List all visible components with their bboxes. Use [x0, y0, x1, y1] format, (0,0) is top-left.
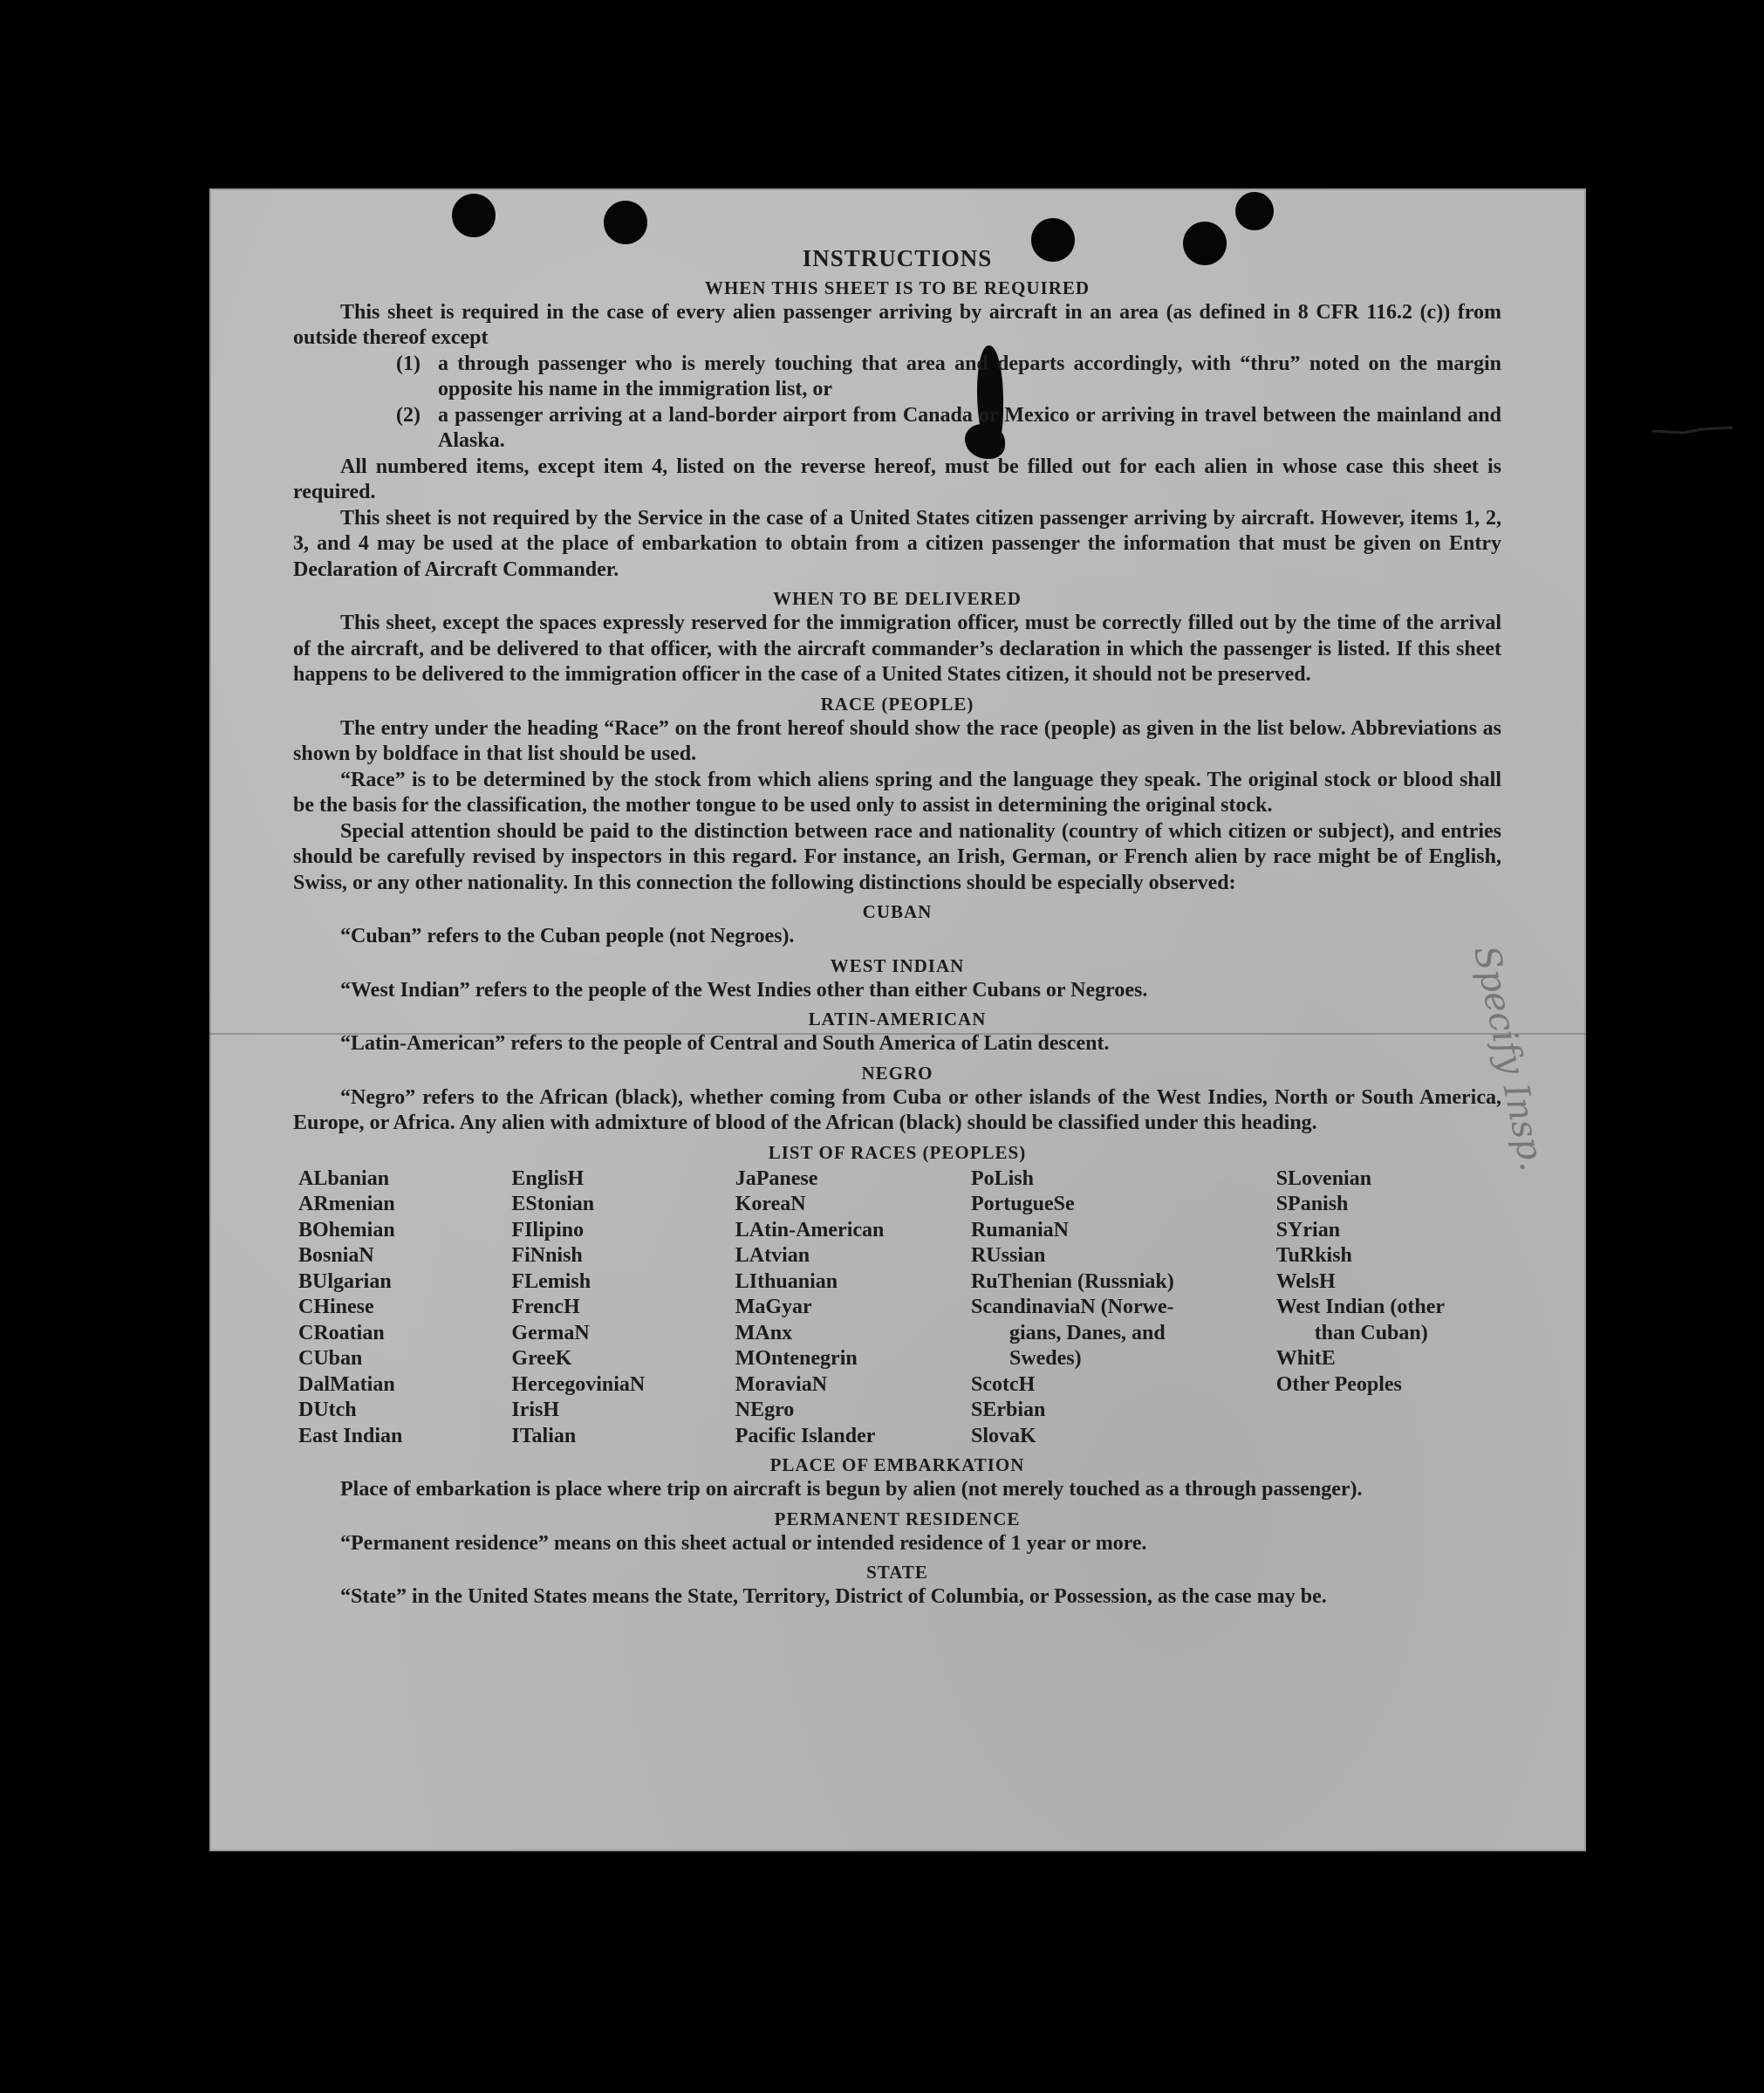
- race-entry: GermaN: [511, 1321, 590, 1344]
- race-entry: Other Peoples: [1275, 1372, 1402, 1396]
- race-entry: CHinese: [298, 1296, 374, 1318]
- punch-hole: [1235, 192, 1274, 230]
- heading-west-indian: WEST INDIAN: [830, 954, 965, 976]
- race-entry: MOntenegrin: [735, 1347, 858, 1370]
- race-entry: ARmenian: [298, 1193, 395, 1215]
- race-entry: LAtvian: [735, 1244, 810, 1267]
- race-entry: GreeK: [511, 1347, 572, 1370]
- race-list: [298, 1166, 1501, 1450]
- race-entry: MAnx: [735, 1321, 793, 1344]
- race-entry: MoraviaN: [735, 1372, 828, 1396]
- race-entry: ALbanian: [298, 1166, 390, 1190]
- heading-embarkation: PLACE OF EMBARKATION: [769, 1454, 1025, 1475]
- race-entry: KoreaN: [735, 1193, 806, 1215]
- exception-item-number: (2): [396, 403, 420, 427]
- race-entry: ScandinaviaN (Norwe-: [970, 1296, 1174, 1318]
- race-entry: SErbian: [970, 1399, 1046, 1421]
- race-para1: The entry under the heading “Race” on the front hereof should show the race (people) as given in the list below. Abbreviations as shown by boldface in that list should be used.: [293, 716, 1501, 765]
- heading-latin-american: LATIN-AMERICAN: [808, 1009, 987, 1029]
- race-entry: LIthuanian: [735, 1269, 838, 1293]
- race-entry: East Indian: [298, 1424, 403, 1447]
- race-entry: CUban: [298, 1347, 363, 1370]
- race-entry: DUtch: [298, 1399, 357, 1421]
- race-entry: JaPanese: [735, 1166, 818, 1190]
- race-entry: Pacific Islander: [735, 1424, 876, 1447]
- race-entry: PoLish: [970, 1166, 1034, 1190]
- race-entry: than Cuban): [1314, 1321, 1428, 1344]
- punch-hole: [452, 194, 496, 237]
- corner-mark: [1649, 424, 1736, 436]
- race-entry: BUlgarian: [298, 1269, 392, 1293]
- race-entry: RUssian: [970, 1244, 1046, 1267]
- race-column: [1276, 1166, 1501, 1450]
- when-required-para2: All numbered items, except item 4, listed on the reverse hereof, must be filled out for each alien in whose case this sheet is required.: [293, 455, 1501, 503]
- race-entry: West Indian (other: [1275, 1296, 1446, 1318]
- race-entry: SLovenian: [1275, 1166, 1372, 1190]
- race-entry: PortugueSe: [970, 1193, 1075, 1215]
- race-entry: FrencH: [511, 1296, 580, 1318]
- race-para3: Special attention should be paid to the distinction between race and nationality (country of which citizen or subject), and entries should be carefully revised by inspectors in this regard. For instance, an Irish, German, or French alien by race might be of English, Swiss, or any other nationality. In this connection the following distinctions should be especially observed:: [293, 819, 1501, 894]
- latin-american-text: “Latin-American” refers to the people of Central and South America of Latin descent.: [340, 1032, 1110, 1055]
- west-indian-text: “West Indian” refers to the people of the West Indies other than either Cubans or Negroes.: [340, 978, 1148, 1002]
- heading-when-required: WHEN THIS SHEET IS TO BE REQUIRED: [704, 277, 1091, 298]
- race-entry: NEgro: [735, 1399, 795, 1421]
- when-delivered-text: This sheet, except the spaces expressly reserved for the immigration officer, must be correctly filled out by the time of the arrival of the aircraft, and be delivered to that officer, with the aircraft commander’s declaration in which the passenger is listed. If this sheet happens to be delivered to the immigration officer in the case of a United States citizen, it should not be preserved.: [293, 612, 1501, 686]
- race-entry: LAtin-American: [735, 1218, 885, 1241]
- race-entry: EStonian: [511, 1193, 595, 1215]
- instructions-content: [293, 241, 1501, 1611]
- race-entry: TuRkish: [1275, 1244, 1352, 1267]
- race-entry: gians, Danes, and: [1008, 1321, 1166, 1344]
- document-title: INSTRUCTIONS: [802, 245, 993, 271]
- race-entry: SPanish: [1275, 1193, 1349, 1215]
- race-entry: CRoatian: [298, 1321, 385, 1344]
- race-entry: IrisH: [511, 1399, 560, 1421]
- race-entry: WelsH: [1275, 1269, 1336, 1293]
- embarkation-text: Place of embarkation is place where trip on aircraft is begun by alien (not merely touched as a through passenger).: [340, 1478, 1363, 1501]
- heading-state: STATE: [866, 1562, 928, 1583]
- exception-item-number: (1): [396, 352, 420, 375]
- exception-item-text: a through passenger who is merely touching that area and departs accordingly, with “thru” noted on the margin opposite his name in the immigration list, or: [438, 352, 1501, 400]
- residence-text: “Permanent residence” means on this sheet actual or intended residence of 1 year or more.: [340, 1531, 1147, 1555]
- race-entry: SYrian: [1275, 1218, 1341, 1241]
- race-entry: FLemish: [511, 1269, 591, 1293]
- race-entry: Swedes): [1008, 1347, 1082, 1370]
- heading-permanent-residence: PERMANENT RESIDENCE: [774, 1508, 1021, 1529]
- cuban-text: “Cuban” refers to the Cuban people (not Negroes).: [340, 925, 795, 947]
- race-entry: RuThenian (Russniak): [970, 1269, 1174, 1293]
- race-column: [511, 1166, 735, 1450]
- race-entry: BOhemian: [298, 1218, 395, 1241]
- race-entry: EnglisH: [511, 1166, 585, 1190]
- when-required-intro: This sheet is required in the case of every alien passenger arriving by aircraft in an area (as defined in 8 CFR 116.2 (c)) from outside thereof except: [293, 300, 1501, 349]
- race-entry: DalMatian: [298, 1372, 395, 1396]
- heading-list-of-races: LIST OF RACES (PEOPLES): [768, 1141, 1027, 1163]
- state-text: “State” in the United States means the State, Territory, District of Columbia, or Possession, as the case may be.: [340, 1585, 1327, 1608]
- punch-hole: [604, 201, 647, 244]
- race-column: [971, 1166, 1276, 1450]
- heading-negro: NEGRO: [861, 1062, 933, 1084]
- race-entry: ScotcH: [970, 1372, 1036, 1396]
- race-column: [735, 1166, 971, 1450]
- race-entry: ITalian: [511, 1424, 577, 1447]
- race-column: [298, 1166, 511, 1450]
- negro-text: “Negro” refers to the African (black), whether coming from Cuba or other islands of the West Indies, North or South America, Europe, or Africa. Any alien with admixture of blood of the African (black) should be classified under this heading.: [293, 1085, 1501, 1134]
- heading-when-delivered: WHEN TO BE DELIVERED: [773, 588, 1022, 609]
- race-entry: RumaniaN: [970, 1218, 1069, 1241]
- race-entry: WhitE: [1275, 1347, 1336, 1370]
- exception-item-text: a passenger arriving at a land-border airport from Canada or Mexico or arriving in travel between the mainland and Alaska.: [438, 403, 1501, 452]
- race-entry: BosniaN: [298, 1244, 374, 1267]
- race-entry: SlovaK: [970, 1424, 1036, 1447]
- heading-cuban: CUBAN: [862, 901, 933, 922]
- heading-race: RACE (PEOPLE): [820, 693, 974, 715]
- race-entry: MaGyar: [735, 1296, 812, 1318]
- when-required-para3: This sheet is not required by the Service in the case of a United States citizen passenger arriving by aircraft. However, items 1, 2, 3, and 4 may be used at the place of embarkation to obtain from a citizen passenger the information that must be given on Entry Declaration of Aircraft Commander.: [293, 506, 1501, 581]
- race-entry: FIlipino: [511, 1218, 585, 1241]
- exception-item: [293, 403, 1501, 455]
- race-entry: HercegoviniaN: [511, 1372, 646, 1396]
- exception-item: [293, 352, 1501, 403]
- race-entry: FiNnish: [511, 1244, 583, 1267]
- race-para2: “Race” is to be determined by the stock from which aliens spring and the language they speak. The original stock or blood shall be the basis for the classification, the mother tongue to be used only to assist in determining the original stock.: [293, 768, 1501, 817]
